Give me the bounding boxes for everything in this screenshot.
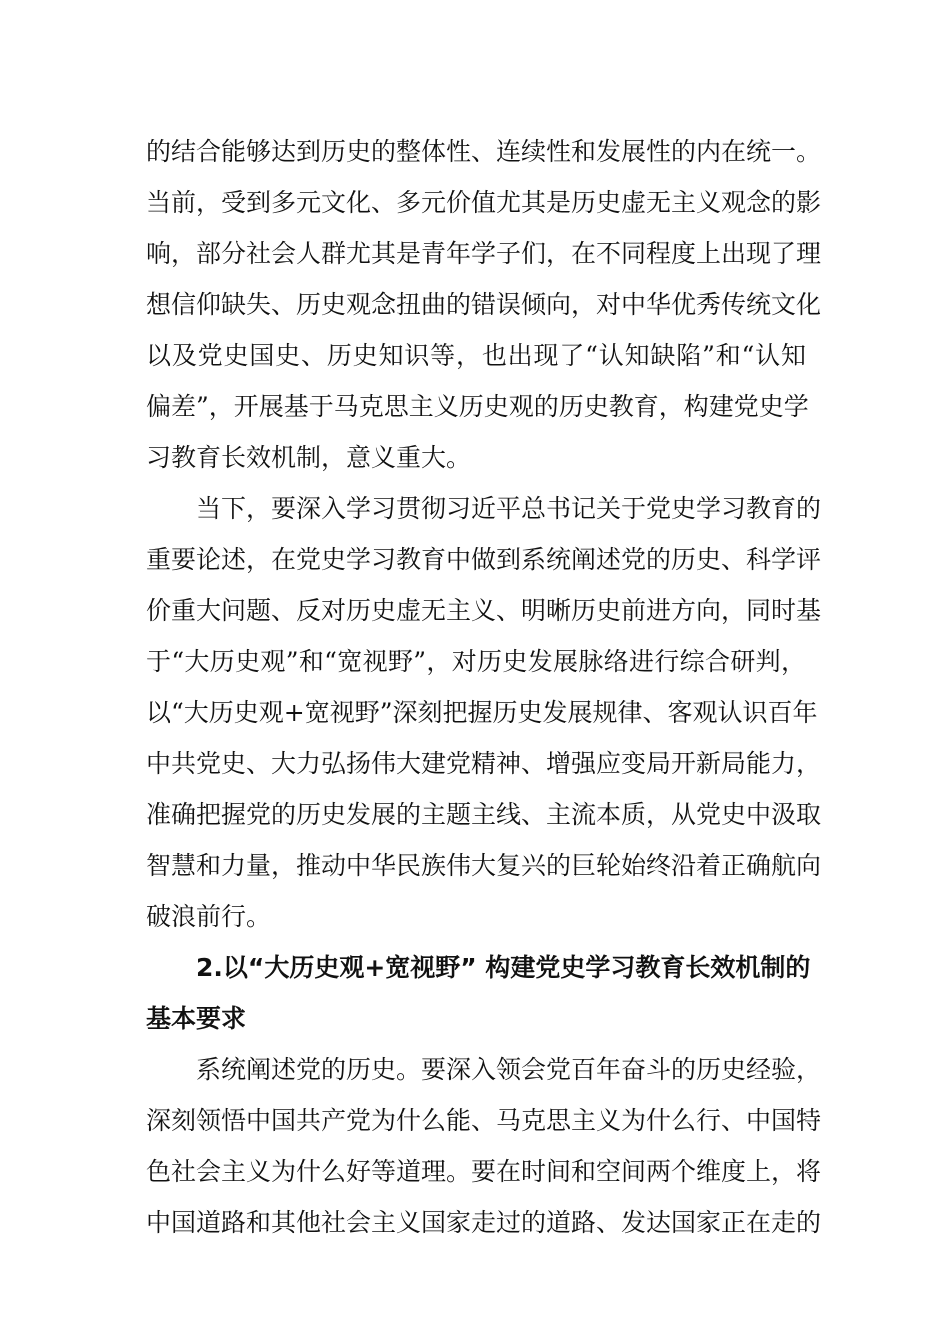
- text-line: 以“大历史观+宽视野”深刻把握历史发展规律、客观认识百年: [146, 698, 818, 727]
- text-line: 价重大问题、反对历史虚无主义、明晰历史前进方向，同时基: [146, 596, 822, 625]
- text-line: 准确把握党的历史发展的主题主线、主流本质，从党史中汲取: [146, 800, 822, 829]
- text-line: 色社会主义为什么好等道理。要在时间和空间两个维度上，将: [146, 1157, 822, 1186]
- section-heading: 基本要求: [146, 1004, 247, 1033]
- text-line: 中国道路和其他社会主义国家走过的道路、发达国家正在走的: [146, 1208, 822, 1237]
- text-line: 以及党史国史、历史知识等，也出现了“认知缺陷”和“认知: [146, 341, 806, 370]
- text-line: 偏差”，开展基于马克思主义历史观的历史教育，构建党史学: [146, 392, 809, 421]
- text-line: 深刻领悟中国共产党为什么能、马克思主义为什么行、中国特: [146, 1106, 822, 1135]
- text-line: 系统阐述党的历史。要深入领会党百年奋斗的历史经验，: [196, 1055, 822, 1084]
- text-line: 当下，要深入学习贯彻习近平总书记关于党史学习教育的: [196, 494, 822, 523]
- document-body: [146, 126, 822, 1248]
- text-line: 当前，受到多元文化、多元价值尤其是历史虚无主义观念的影: [146, 188, 822, 217]
- text-line: 于“大历史观”和“宽视野”，对历史发展脉络进行综合研判，: [146, 647, 806, 676]
- text-line: 中共党史、大力弘扬伟大建党精神、增强应变局开新局能力，: [146, 749, 822, 778]
- text-line: 想信仰缺失、历史观念扭曲的错误倾向，对中华优秀传统文化: [146, 290, 822, 319]
- section-heading: 2.以“大历史观+宽视野” 构建党史学习教育长效机制的: [196, 953, 811, 982]
- text-line: 破浪前行。: [146, 902, 272, 931]
- text-line: 响，部分社会人群尤其是青年学子们，在不同程度上出现了理: [146, 239, 822, 268]
- text-line: 习教育长效机制，意义重大。: [146, 443, 472, 472]
- text-line: 智慧和力量，推动中华民族伟大复兴的巨轮始终沿着正确航向: [146, 851, 822, 880]
- text-line: 的结合能够达到历史的整体性、连续性和发展性的内在统一。: [146, 137, 822, 166]
- text-line: 重要论述，在党史学习教育中做到系统阐述党的历史、科学评: [146, 545, 822, 574]
